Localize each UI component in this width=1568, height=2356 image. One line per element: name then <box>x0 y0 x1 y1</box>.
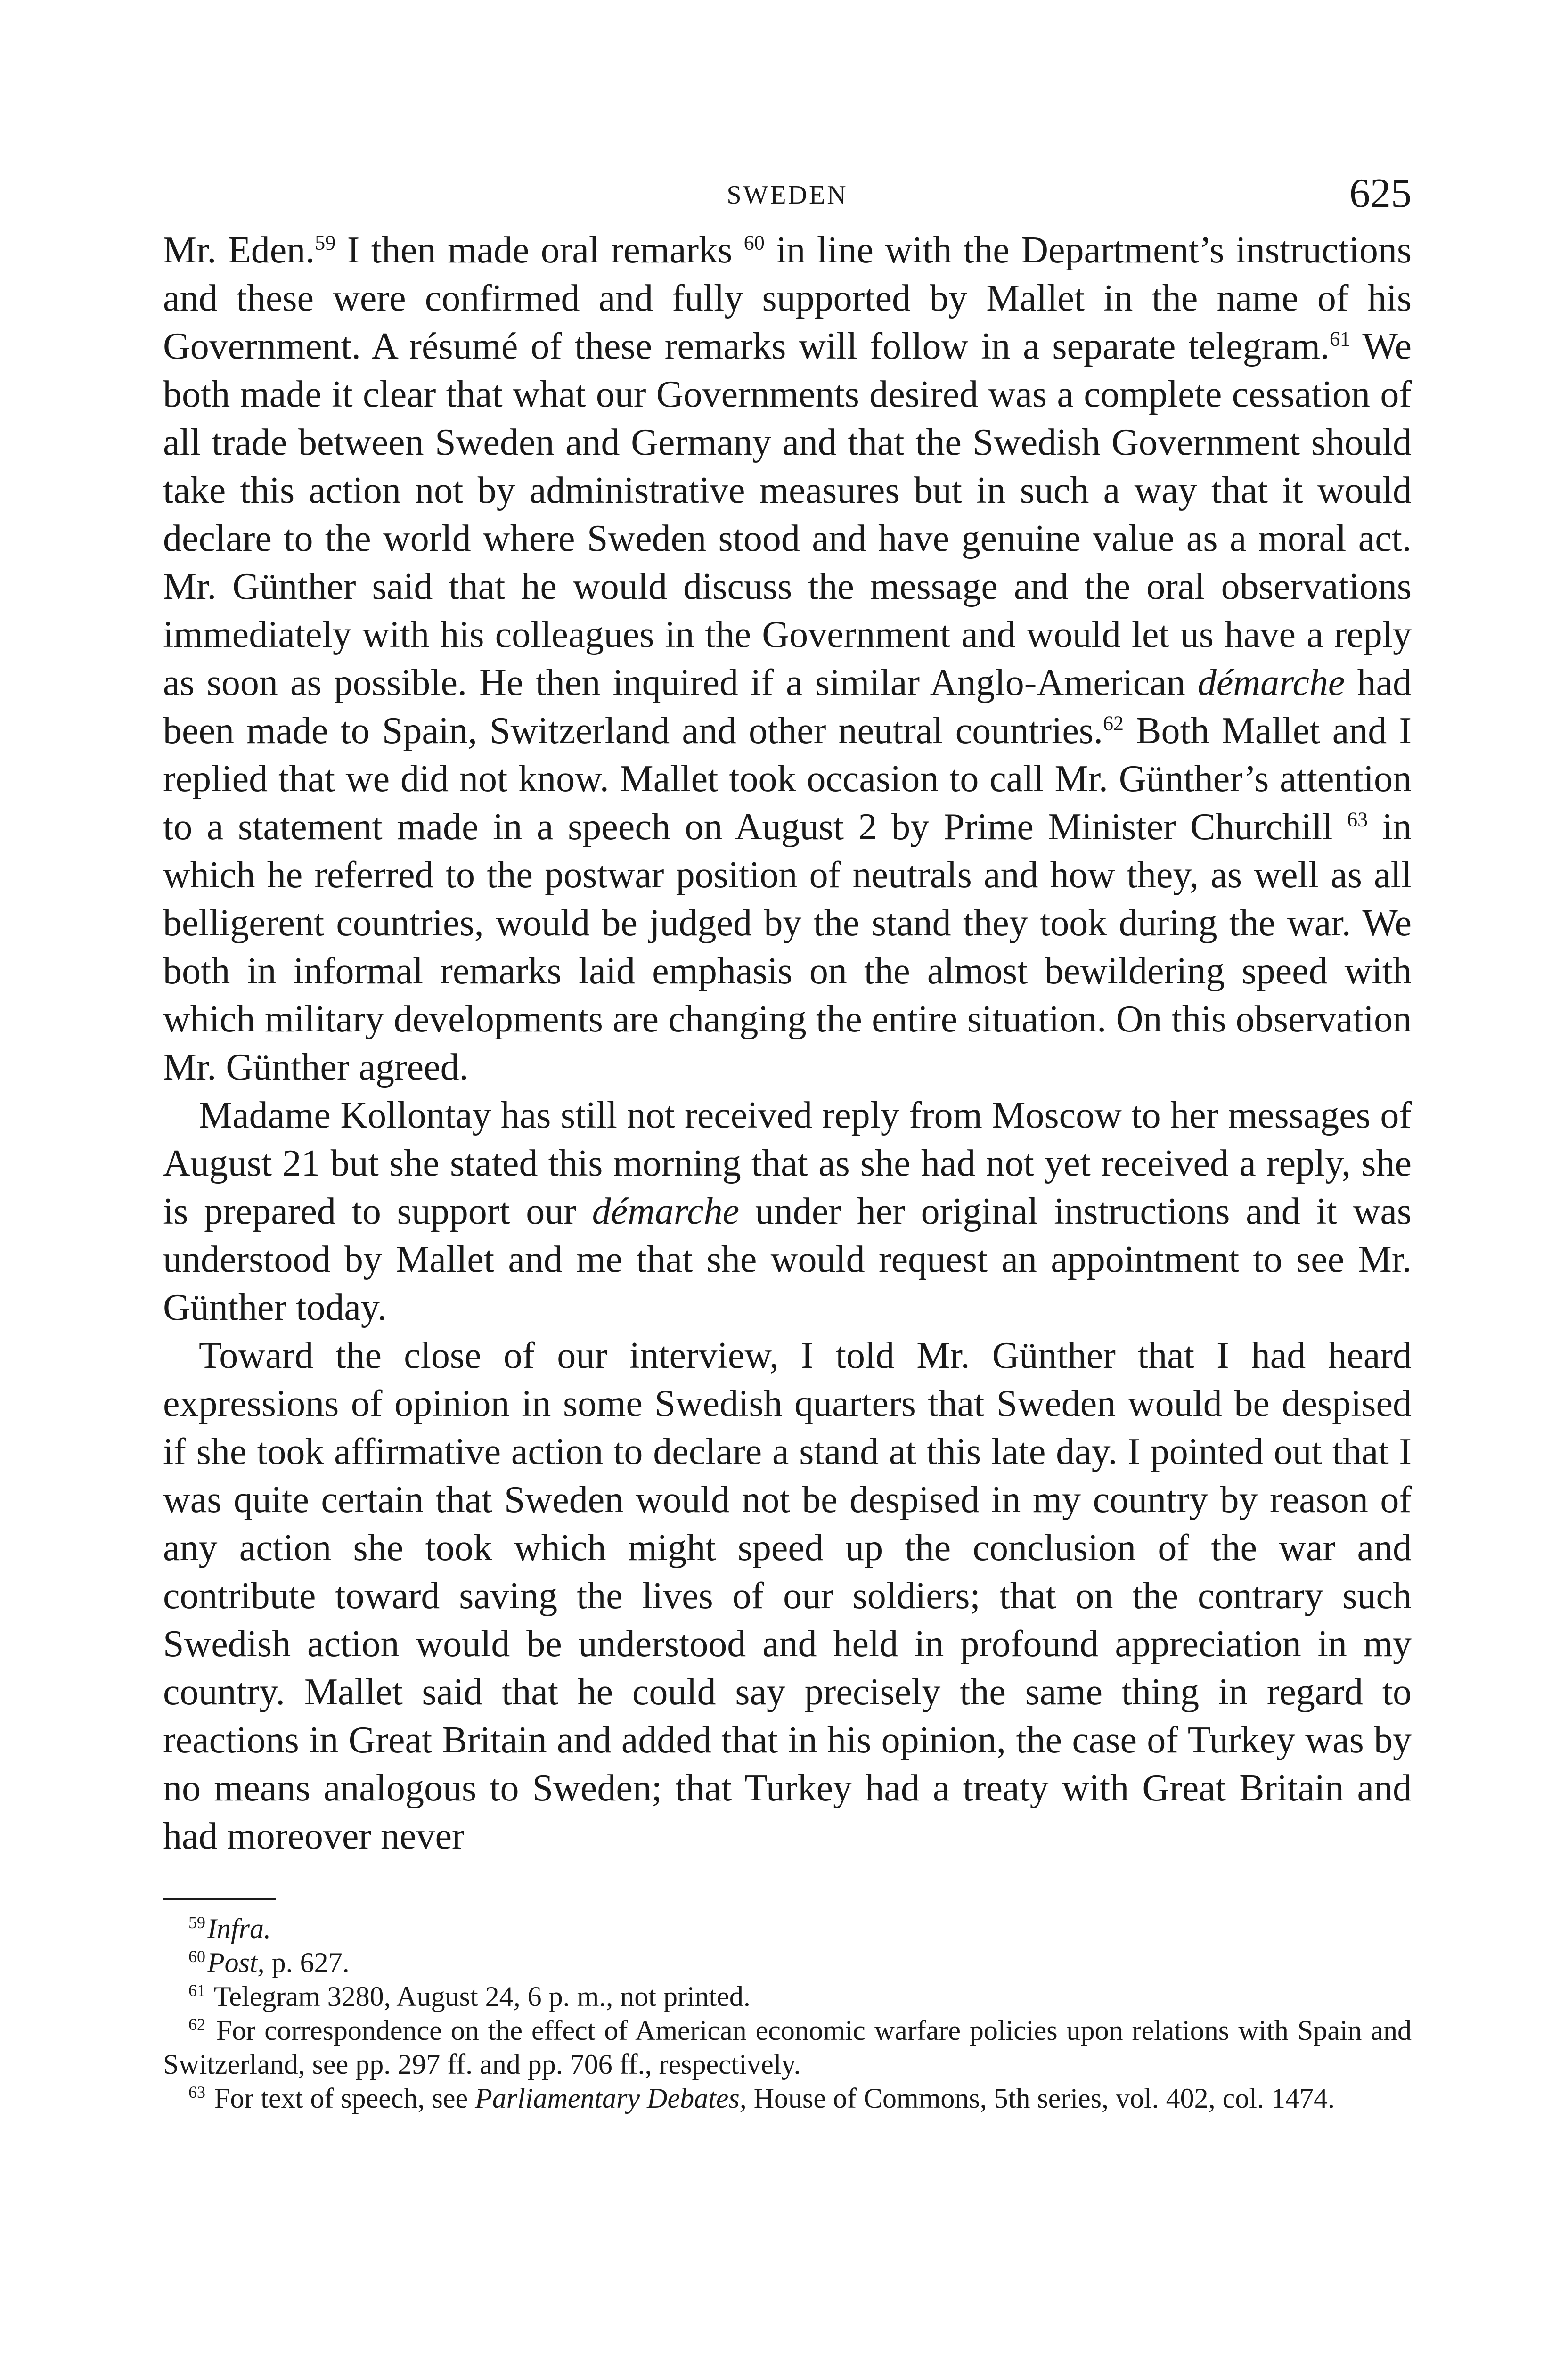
footnote-italic: Infra. <box>207 1913 271 1944</box>
footnote-text: p. 627. <box>264 1947 350 1978</box>
footnote-62 <box>163 2013 1412 2081</box>
footnote-60 <box>163 1946 1412 1980</box>
text-run: in line with the Department’s instructions and these were confirmed and fully supported by Mallet in the name of his Government. A résumé of these remarks will follow in a separate telegram. <box>163 229 1412 367</box>
footnotes <box>163 1912 1412 2115</box>
paragraph-2 <box>163 1091 1412 1332</box>
text-run: Mr. Eden. <box>163 229 315 271</box>
running-title: SWEDEN <box>727 180 848 210</box>
body-text <box>163 226 1412 1860</box>
footnote-mark: 63 <box>188 2083 205 2102</box>
footnote-ref-60[interactable]: 60 <box>743 231 765 254</box>
italic-term: démarche <box>592 1191 740 1232</box>
footnote-ref-62[interactable]: 62 <box>1102 712 1124 735</box>
footnote-text: For text of speech, see <box>207 2083 475 2114</box>
text-run: Madame Kollontay has still not received reply from Moscow to her messages of August 21 but she stated this morning that as she had not yet received a reply, she is prepared to support our <box>163 1095 1412 1232</box>
text-run: under her original instructions and it was understood by Mallet and me that she would request an appointment to see Mr. Günther today. <box>163 1191 1412 1328</box>
footnote-text: Telegram 3280, August 24, 6 p. m., not printed. <box>207 1981 751 2012</box>
paragraph-1 <box>163 226 1412 1091</box>
footnote-59 <box>163 1912 1412 1946</box>
text-run: I then made oral remarks <box>335 229 744 271</box>
footnote-italic: Post, <box>207 1947 265 1978</box>
footnote-mark: 60 <box>188 1947 205 1966</box>
footnote-text: For correspondence on the effect of American economic warfare policies upon relations with Spain and Switzerland, see pp. 297 ff. and pp. 706 ff., respectively. <box>163 2015 1412 2080</box>
paragraph-3 <box>163 1332 1412 1860</box>
text-run: in which he referred to the postwar position of neutrals and how they, as well as all belligerent countries, would be judged by the stand they took during the war. We both in informal remarks laid emphasis on the almost bewildering speed with which military developments are changing the entire situation. On this observation Mr. Günther agreed. <box>163 806 1412 1088</box>
footnote-ref-61[interactable]: 61 <box>1330 327 1351 351</box>
footnote-italic: Parliamentary Debates, <box>475 2083 747 2114</box>
text-run: had been made to Spain, Switzerland and other neutral countries. <box>163 662 1412 752</box>
text-run: We both made it clear that what our Governments desired was a complete cessation of all trade between Sweden and Germany and that the Swedish Government should take this action not by administrative measures but in such a way that it would declare to the world where Sweden stood and have genuine value as a moral act. Mr. Günther said that he would discuss the message and the oral observations immediately with his colleagues in the Government and would let us have a reply as soon as possible. He then inquired if a similar Anglo-American <box>163 326 1412 704</box>
footnote-63 <box>163 2081 1412 2115</box>
text-run: Both Mallet and I replied that we did not know. Mallet took occasion to call Mr. Günther’s attention to a statement made in a speech on August 2 by Prime Minister Churchill <box>163 710 1412 848</box>
page-number: 625 <box>1349 171 1412 216</box>
footnote-ref-63[interactable]: 63 <box>1347 808 1368 831</box>
footnote-text: House of Commons, 5th series, vol. 402, col. 1474. <box>746 2083 1335 2114</box>
text-run: Toward the close of our interview, I told Mr. Günther that I had heard expressions of opinion in some Swedish quarters that Sweden would be despised if she took affirmative action to declare a stand at this late day. I pointed out that I was quite certain that Sweden would not be despised in my country by reason of any action she took which might speed up the conclusion of the war and contribute toward saving the lives of our soldiers; that on the contrary such Swedish action would be understood and held in profound appreciation in my country. Mallet said that he could say precisely the same thing in regard to reactions in Great Britain and added that in his opinion, the case of Turkey was by no means analogous to Sweden; that Turkey had a treaty with Great Britain and had moreover never <box>163 1335 1412 1857</box>
footnote-61 <box>163 1980 1412 2013</box>
italic-term: démarche <box>1197 662 1345 704</box>
footnote-mark: 59 <box>188 1913 205 1932</box>
footnote-mark: 62 <box>188 2015 205 2034</box>
footnote-mark: 61 <box>188 1981 205 2000</box>
footnote-ref-59[interactable]: 59 <box>315 231 336 254</box>
footnote-rule <box>163 1898 276 1900</box>
running-head <box>163 170 1412 226</box>
document-page <box>163 170 1412 2115</box>
